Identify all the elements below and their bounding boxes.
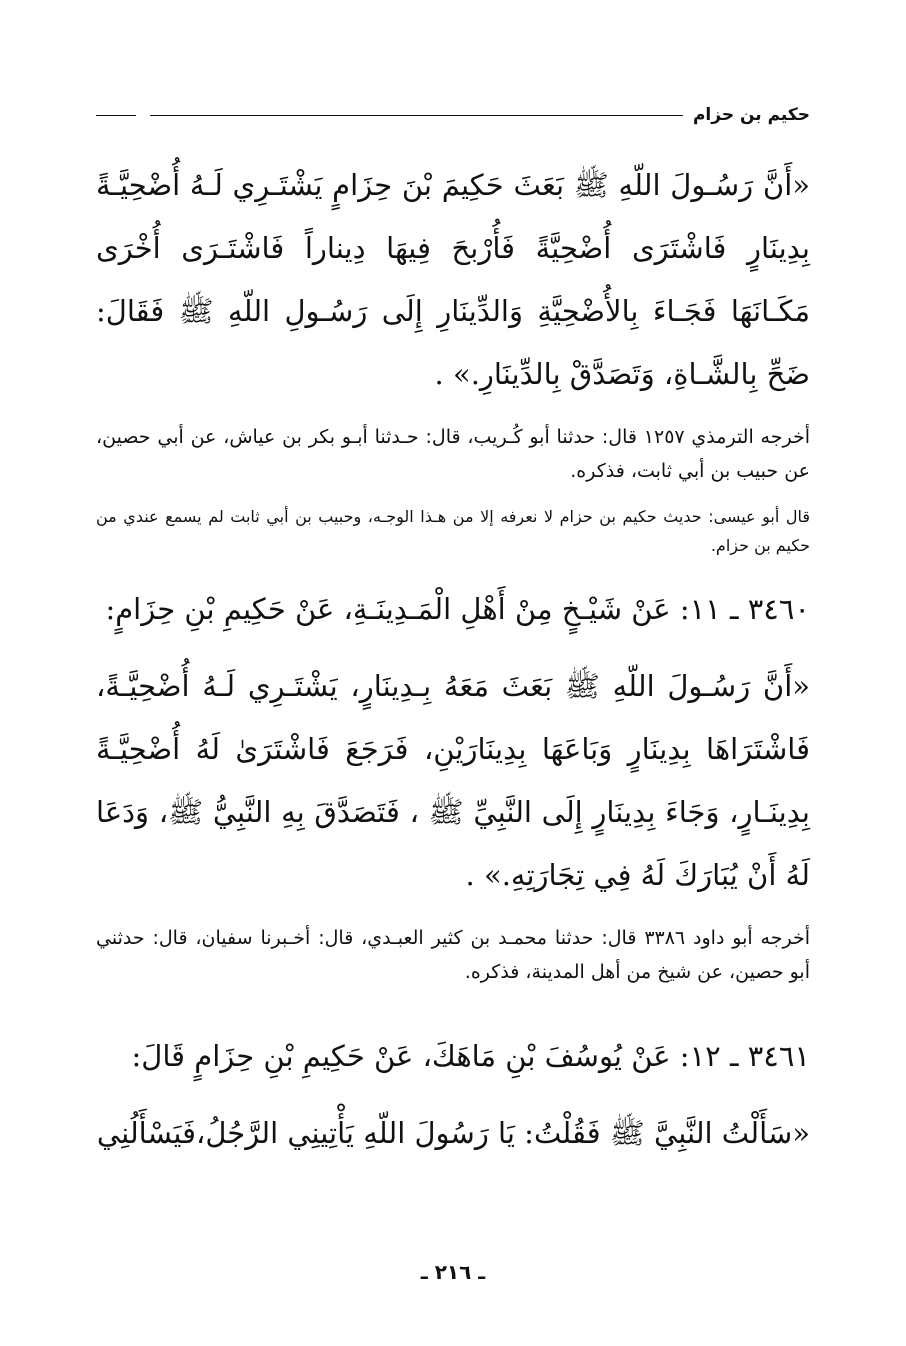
takhrij-2: أخرجه أبو داود ٣٣٨٦ قال: حدثنا محمـد بن كثير العبـدي، قال: أخـبرنا سفيان، قال: حدثني أبو حصين، عن شيخ من أهل المدينة، فذكره. xyxy=(96,927,810,983)
hadith-text-1: «أَنَّ رَسُـولَ اللّهِ ﷺ بَعَثَ حَكِيمَ بْنَ حِزَامٍ يَشْتَـرِي لَـهُ أُضْحِيَّـةً بِدِينَارٍ فَاشْتَرَى أُضْحِيَّةً فَأُرْبحَ فِيهَا دِيناراً فَاشْتَـرَى أُخْرَى مَكَـانَهَا فَجَـاءَ بِالأُضْحِيَّةِ وَالدِّينَارِ إِلَى رَسُـولِ اللّهِ ﷺ فَقَالَ: ضَحِّ بِالشَّـاةِ، وَتَصَدَّقْ بِالدِّينَارِ.» . xyxy=(96,168,810,391)
header-rule-end xyxy=(96,115,136,116)
hadith-text-3: «سَأَلْتُ النَّبِيَّ ﷺ فَقُلْتُ: يَا رَسُولَ اللّهِ يَأْتِينِي الرَّجُلُ،فَيَسْأَلُنِي xyxy=(96,1116,810,1150)
running-header xyxy=(96,100,810,130)
commentary-note-1: قال أبو عيسى: حديث حكيم بن حزام لا نعرفه إلا من هـذا الوجـه، وحبيب بن أبي ثابت لم يسمع عندي من حكيم بن حزام. xyxy=(96,507,810,555)
hadith-heading-3460: ٣٤٦٠ ـ ١١: عَنْ شَيْـخٍ مِنْ أَهْلِ الْمَـدِينَـةِ، عَنْ حَكِيمِ بْنِ حِزَامٍ: xyxy=(105,592,810,626)
running-title: حكيم بن حزام xyxy=(692,105,810,125)
hadith-text-2: «أَنَّ رَسُـولَ اللّهِ ﷺ بَعَثَ مَعَهُ بِـدِينَارٍ، يَشْتَـرِي لَـهُ أُضْحِيَّـةً، فَاشْتَرَاهَا بِدِينَارٍ وَبَاعَهَا بِدِينَارَيْنِ، فَرَجَعَ فَاشْتَرَىٰ لَهُ أُضْحِيَّـةً بِدِينَـارٍ، وَجَاءَ بِدِينَارٍ إِلَى النَّبِيِّ ﷺ ، فَتَصَدَّقَ بِهِ النَّبِيُّ ﷺ، وَدَعَا لَهُ أَنْ يُبَارَكَ لَهُ فِي تِجَارَتِهِ.» . xyxy=(96,669,810,892)
section-gap xyxy=(96,1003,810,1025)
header-rule xyxy=(150,115,683,116)
hadith-heading-3461: ٣٤٦١ ـ ١٢: عَنْ يُوسُفَ بْنِ مَاهَكَ، عَنْ حَكِيمِ بْنِ حِزَامٍ قَالَ: xyxy=(131,1039,810,1073)
takhrij-1: أخرجه الترمذي ١٢٥٧ قال: حدثنا أبو كُـريب، قال: حـدثنا أبـو بكر بن عياش، عن أبي حصين، عن حبيب بن أبي ثابت، فذكره. xyxy=(96,426,810,482)
page-number: ـ ٢١٦ ـ xyxy=(420,1260,486,1284)
